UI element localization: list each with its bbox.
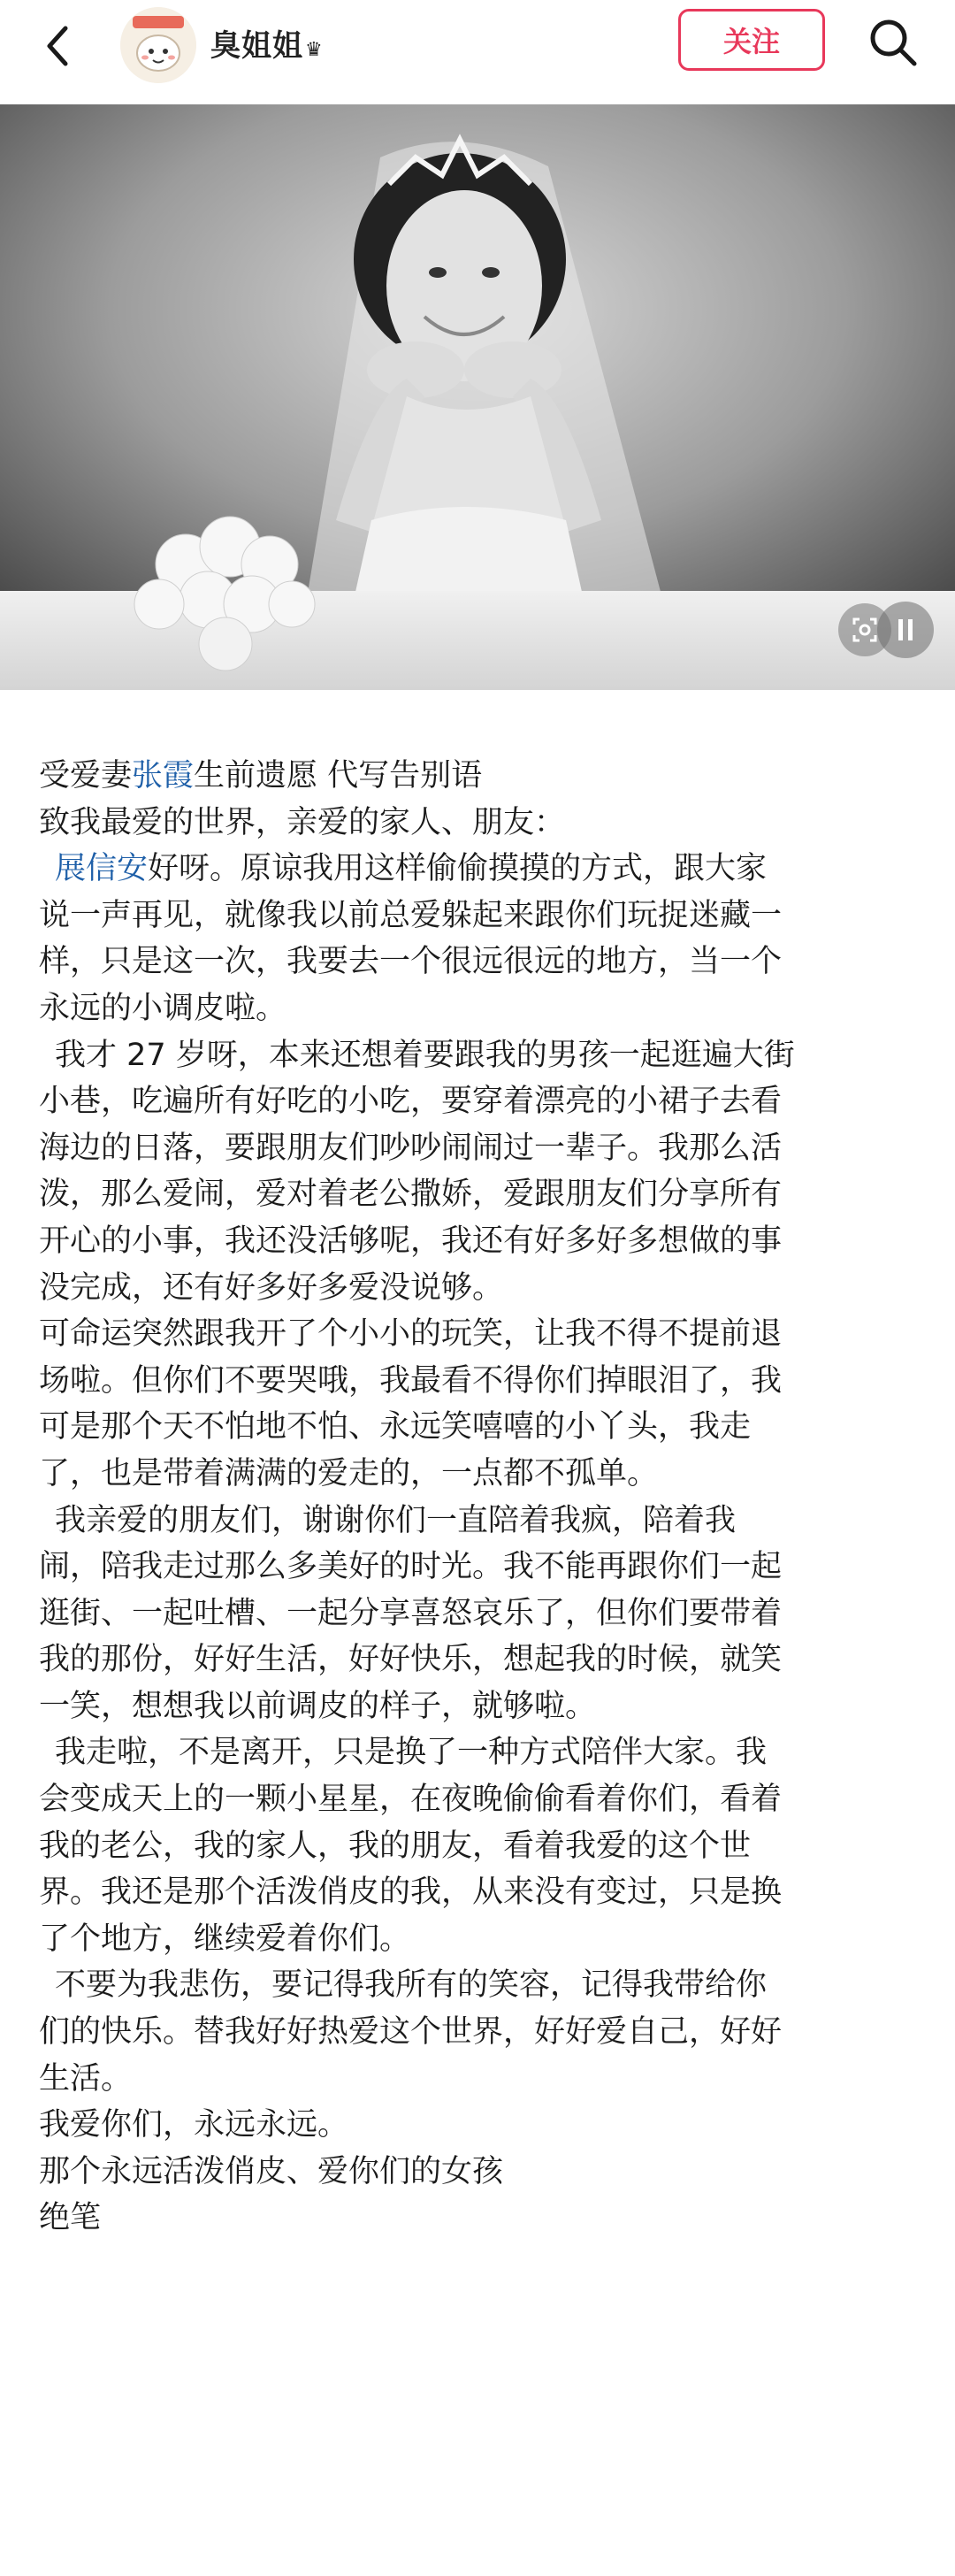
letter-line <box>39 1637 932 1684</box>
bride-photo-illustration <box>0 104 955 690</box>
letter-text: 会变成天上的一颗小星星，在夜晚偷偷看着你们，看着 <box>39 1782 783 1818</box>
letter-text: 我爱你们，永远永远。 <box>39 2107 349 2143</box>
follow-button[interactable]: 关注 <box>678 9 825 71</box>
letter-line <box>39 1172 932 1219</box>
letter-text: 样，只是这一次，我要去一个很远很远的地方，当一个 <box>39 944 783 980</box>
username-text: 臭姐姐 <box>210 28 303 64</box>
letter-line <box>39 2057 932 2104</box>
letter-text: 逛街、一起吐槽、一起分享喜怒哀乐了，但你们要带着 <box>39 1595 783 1631</box>
letter-line <box>39 1499 932 1545</box>
letter-line <box>39 1824 932 1871</box>
letter-text: 开心的小事，我还没活够呢，我还有好多好多想做的事 <box>39 1223 783 1259</box>
letter-line <box>39 847 932 893</box>
letter-text: 界。我还是那个活泼俏皮的我，从来没有变过，只是换 <box>39 1874 783 1911</box>
letter-line <box>39 1730 932 1777</box>
letter-text: 闹，陪我走过那么多美好的时光。我不能再跟你们一起 <box>39 1549 783 1585</box>
letter-line <box>39 2196 932 2242</box>
search-icon[interactable] <box>865 14 921 71</box>
letter-text: 海边的日落，要跟朋友们吵吵闹闹过一辈子。我那么活 <box>39 1130 783 1166</box>
top-bar <box>0 0 955 99</box>
inline-link[interactable]: 展信安 <box>55 851 149 887</box>
letter-text: 可是那个天不怕地不怕、永远笑嘻嘻的小丫头，我走 <box>39 1409 752 1445</box>
pause-icon <box>877 602 934 658</box>
avatar-cartoon-icon <box>120 7 196 83</box>
letter-text: 生活。 <box>39 2060 133 2097</box>
letter-line <box>39 1870 932 1917</box>
letter-text: 小巷，吃遍所有好吃的小吃，要穿着漂亮的小裙子去看 <box>39 1084 783 1120</box>
letter-text: 没完成，还有好多好多爱没说够。 <box>39 1269 504 1306</box>
letter-line <box>39 2010 932 2057</box>
letter-line <box>39 1219 932 1266</box>
letter-line <box>39 1312 932 1359</box>
avatar[interactable] <box>120 7 196 83</box>
letter-text: 我亲爱的朋友们，谢谢你们一直陪着我疯，陪着我 <box>55 1502 737 1538</box>
letter-line <box>39 1079 932 1126</box>
back-arrow-icon[interactable] <box>34 19 87 73</box>
post-photo[interactable] <box>0 104 955 690</box>
letter-line <box>39 1917 932 1964</box>
letter-text: 我才 27 岁呀，本来还想着要跟我的男孩一起逛遍大街 <box>55 1037 795 1073</box>
letter-line <box>39 1545 932 1591</box>
username[interactable] <box>210 21 324 65</box>
name-link[interactable]: 张霞 <box>132 758 195 794</box>
letter-line <box>39 986 932 1033</box>
letter-text: 一笑，想想我以前调皮的样子，就够啦。 <box>39 1688 597 1724</box>
letter-text: 好呀。原谅我用这样偷偷摸摸的方式，跟大家 <box>148 851 768 887</box>
letter-text: 场啦。但你们不要哭哦，我最看不得你们掉眼泪了，我 <box>39 1362 783 1399</box>
letter-line <box>39 1777 932 1824</box>
letter-line <box>39 1359 932 1406</box>
letter-line <box>39 1591 932 1638</box>
letter-text: 我走啦，不是离开，只是换了一种方式陪伴大家。我 <box>55 1735 768 1771</box>
letter-text: 泼，那么爱闹，爱对着老公撒娇，爱跟朋友们分享所有 <box>39 1177 783 1213</box>
letter-text: 们的快乐。替我好好热爱这个世界，好好爱自己，好好 <box>39 2014 783 2051</box>
letter-line <box>39 1266 932 1313</box>
letter-line <box>39 1452 932 1499</box>
letter-text: 了，也是带着满满的爱走的，一点都不孤单。 <box>39 1455 659 1491</box>
letter-line <box>39 939 932 986</box>
greeting: 致我最爱的世界，亲爱的家人、朋友： <box>39 804 566 840</box>
letter-text: 不要为我悲伤，要记得我所有的笑容，记得我带给你 <box>55 1967 768 2004</box>
letter-text: 我的那份，好好生活，好好快乐，想起我的时候，就笑 <box>39 1642 783 1678</box>
crown-icon: ♛ <box>305 39 324 61</box>
letter-line <box>39 2150 932 2196</box>
letter-lines <box>39 847 932 2242</box>
letter-line <box>39 2103 932 2150</box>
letter-text: 了个地方，继续爱着你们。 <box>39 1920 411 1957</box>
letter-line <box>39 1126 932 1173</box>
post-body <box>39 754 932 2242</box>
letter-text: 永远的小调皮啦。 <box>39 990 287 1026</box>
letter-line <box>39 1684 932 1731</box>
letter-text: 那个永远活泼俏皮、爱你们的女孩 <box>39 2153 504 2189</box>
letter-line <box>39 1963 932 2010</box>
post-title: 受爱妻张霞生前遗愿 代写告别语 <box>39 758 483 794</box>
letter-text: 可命运突然跟我开了个小小的玩笑，让我不得不提前退 <box>39 1316 783 1353</box>
letter-line <box>39 1033 932 1080</box>
letter-text: 我的老公，我的家人，我的朋友，看着我爱的这个世 <box>39 1828 752 1864</box>
pause-button[interactable] <box>877 602 934 658</box>
letter-text: 说一声再见，就像我以前总爱躲起来跟你们玩捉迷藏一 <box>39 897 783 933</box>
letter-line <box>39 1405 932 1452</box>
letter-line <box>39 893 932 940</box>
letter-text: 绝笔 <box>39 2200 102 2236</box>
